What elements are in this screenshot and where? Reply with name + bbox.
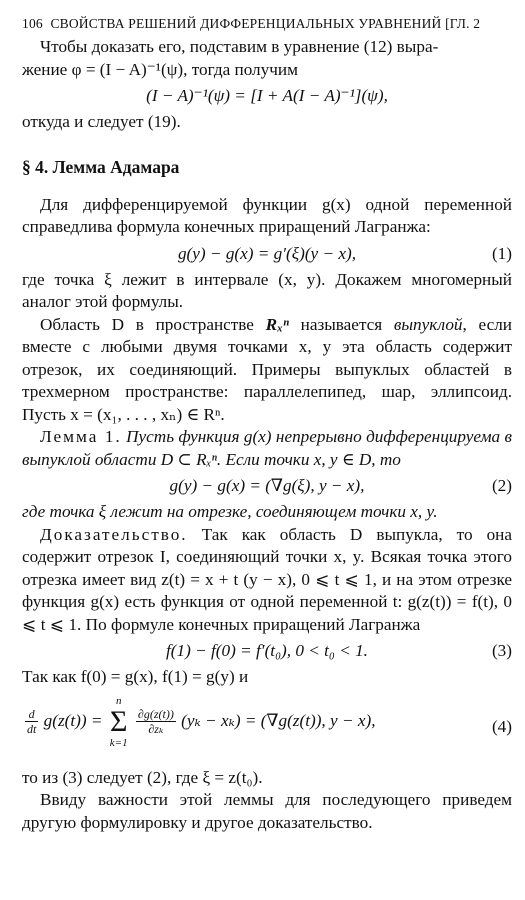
formula-4-number: (4): [491, 716, 512, 736]
formula-2: [22, 471, 512, 501]
lemma-label: Лемма 1.: [40, 427, 122, 446]
summation-lower: k=1: [109, 736, 128, 749]
formula-2-expr: g(y) − g(x) = (∇g(ξ), y − x),: [169, 476, 365, 495]
paragraph-5-c: , если вместе с любыми двумя точками x, y эта область содержит отрезок, их соединяющий. Примеры выпуклых областей в трехмерном пространстве: параллелепипед, шар, эллипсоид. Пусть x = (x₁, . . . , xₙ) ∈ Rⁿ.: [22, 314, 512, 424]
paragraph-5: [22, 314, 512, 427]
paragraph-3: Для дифференцируемой функции g(x) одной переменной справедлива формула конечных приращений Лагранжа:: [22, 194, 512, 236]
space-symbol: Rₓⁿ: [265, 314, 289, 334]
paragraph-5-b: называется: [288, 314, 394, 334]
formula-4-body: [24, 695, 376, 749]
paragraph-1: [22, 36, 512, 81]
lemma-text: Пусть функция g(x) непрерывно дифференцируема в выпуклой области D ⊂ Rₓⁿ. Если точки x, y ∈ D, то: [22, 427, 512, 469]
section-title: § 4. Лемма Адамара: [22, 156, 180, 177]
running-title: СВОЙСТВА РЕШЕНИЙ ДИФФЕРЕНЦИАЛЬНЫХ УРАВНЕНИЙ [ГЛ. 2: [50, 16, 481, 31]
paragraph-8: Ввиду важности этой леммы для последующего приведем другую формулировку и другое доказательство.: [22, 790, 512, 832]
formula-1-number: (1): [491, 243, 512, 263]
derivative-denominator: dt: [27, 722, 37, 736]
partial-denominator: ∂zₖ: [148, 722, 164, 736]
proof: [22, 524, 512, 637]
proof-label: Доказательство.: [40, 524, 188, 544]
paragraph-1-line-2: жение φ = (I − A)⁻¹(ψ), тогда получим: [22, 59, 298, 79]
derivative-fraction: [25, 707, 38, 736]
formula-4: [22, 689, 512, 767]
summation: [110, 695, 128, 749]
derivative-numerator: d: [25, 707, 38, 722]
summation-sign: Σ: [109, 704, 128, 738]
lemma-tail: где точка ξ лежит на отрезке, соединяющем точки x, y.: [22, 502, 438, 521]
paragraph-4: где точка ξ лежит в интервале (x, y). Докажем многомерный аналог этой формулы.: [22, 269, 512, 311]
paragraph-1-line-1: Чтобы доказать его, подставим в уравнение (12) выра-: [40, 37, 439, 56]
formula-1-expr: g(y) − g(x) = g′(ξ)(y − x),: [177, 243, 357, 263]
proof-text: Так как область D выпукла, то она содержит отрезок I, соединяющий точки x, y. Всякая точка этого отрезка имеет вид z(t) = x + t (y − x), 0 ⩽ t ⩽ 1, и на этом отрезке функция g(x) есть функция от одной переменной t: g(z(t)) = f(t), 0 ⩽ t ⩽ 1. По формуле конечных приращений Лагранжа: [22, 524, 512, 634]
paragraph-5-a: Область D в пространстве: [40, 314, 266, 334]
paragraph-7: то из (3) следует (2), где ξ = z(t₀).: [22, 767, 263, 787]
paragraph-6: Так как f(0) = g(x), f(1) = g(y) и: [22, 667, 249, 686]
formula-3-number: (3): [491, 641, 512, 660]
running-header: [22, 12, 512, 36]
paragraph-2: откуда и следует (19).: [22, 112, 181, 131]
formula-4-rhs: (yₖ − xₖ) = (∇g(z(t)), y − x),: [181, 710, 376, 730]
lemma-1: [22, 426, 512, 471]
formula-2-number: (2): [491, 476, 512, 495]
formula-3: [22, 636, 512, 666]
formula-inverse: [22, 81, 512, 111]
formula-4-lhs: g(z(t)) =: [43, 710, 103, 730]
formula-3-expr: f(1) − f(0) = f′(t₀), 0 < t₀ < 1.: [166, 641, 368, 660]
term-convex: выпуклой: [393, 314, 463, 334]
formula-1: [22, 239, 512, 269]
partial-numerator: ∂g(z(t)): [137, 707, 174, 721]
summation-upper: n: [115, 694, 122, 707]
page: [22, 12, 512, 834]
partial-fraction: [136, 707, 176, 736]
page-number: 106: [22, 16, 43, 31]
formula-inverse-expr: (I − A)⁻¹(ψ) = [I + A(I − A)⁻¹](ψ),: [146, 86, 388, 105]
